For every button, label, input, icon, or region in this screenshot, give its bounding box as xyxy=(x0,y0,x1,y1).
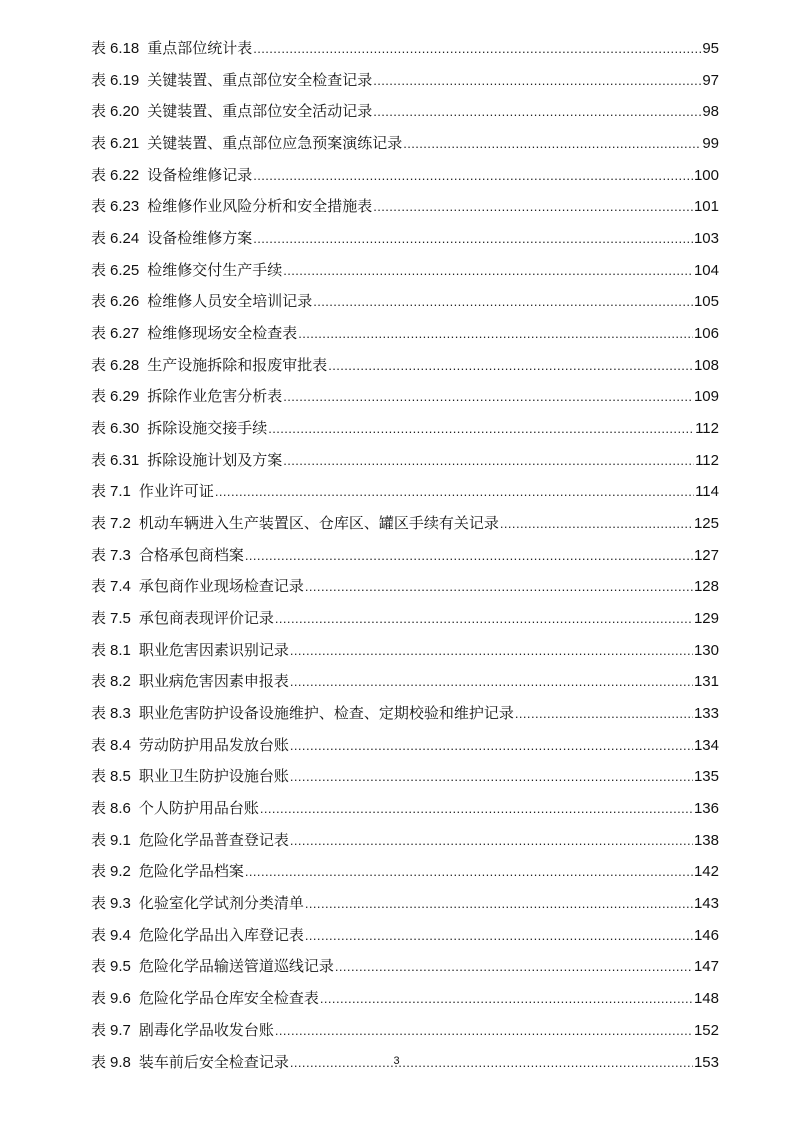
toc-entry-title: 装车前后安全检查记录 xyxy=(138,1053,289,1071)
toc-entry-number xyxy=(91,418,139,440)
toc-entry-num: 6.19 xyxy=(110,71,140,89)
toc-entry-number xyxy=(91,38,139,60)
toc-entry-title: 危险化学品出入库登记表 xyxy=(138,926,304,944)
toc-entry-prefix: 表 xyxy=(91,135,107,153)
toc-entry-page: 147 xyxy=(693,958,719,976)
toc-entry-prefix: 表 xyxy=(91,926,107,944)
toc-entry-number xyxy=(91,925,131,947)
dot-leader xyxy=(373,196,693,218)
toc-entry[interactable] xyxy=(91,38,719,70)
toc-entry-page: 100 xyxy=(693,166,719,184)
toc-entry-number xyxy=(91,70,139,92)
toc-entry-number xyxy=(91,830,131,852)
toc-entry[interactable] xyxy=(91,608,719,640)
dot-leader xyxy=(320,988,693,1010)
toc-entry[interactable] xyxy=(91,1020,719,1052)
toc-entry-page: 101 xyxy=(693,198,719,216)
toc-entry-num: 9.8 xyxy=(110,1053,131,1071)
toc-entry-page: 108 xyxy=(693,356,719,374)
toc-entry-title: 关键装置、重点部位应急预案演练记录 xyxy=(147,135,403,153)
toc-entry-prefix: 表 xyxy=(91,103,107,121)
toc-entry-prefix: 表 xyxy=(91,356,107,374)
toc-entry-number xyxy=(91,481,131,503)
toc-entry-page: 129 xyxy=(693,610,719,628)
toc-entry-number xyxy=(91,291,139,313)
dot-leader xyxy=(290,640,693,662)
toc-entry-page: 138 xyxy=(693,831,719,849)
toc-entry[interactable] xyxy=(91,798,719,830)
dot-leader xyxy=(268,418,694,440)
toc-entry-title: 设备检维修方案 xyxy=(147,230,253,248)
toc-entry-page: 104 xyxy=(693,261,719,279)
toc-entry-title: 生产设施拆除和报废审批表 xyxy=(147,356,328,374)
toc-entry[interactable] xyxy=(91,323,719,355)
toc-entry-number xyxy=(91,101,139,123)
toc-entry-title: 承包商作业现场检查记录 xyxy=(138,578,304,596)
toc-entry-page: 152 xyxy=(693,1021,719,1039)
toc-entry[interactable] xyxy=(91,830,719,862)
toc-entry-prefix: 表 xyxy=(91,261,107,279)
toc-entry-title: 重点部位统计表 xyxy=(147,40,253,57)
toc-entry[interactable] xyxy=(91,228,719,260)
toc-entry-page: 148 xyxy=(693,990,719,1008)
toc-entry-num: 7.2 xyxy=(110,515,131,533)
toc-entry-title: 检维修现场安全检查表 xyxy=(147,325,298,343)
toc-entry[interactable] xyxy=(91,481,719,513)
toc-entry-num: 9.3 xyxy=(110,895,131,913)
toc-entry-page: 112 xyxy=(695,420,719,438)
toc-entry-num: 6.21 xyxy=(110,135,140,153)
toc-entry-prefix: 表 xyxy=(91,388,107,406)
toc-entry-number xyxy=(91,956,131,978)
toc-entry[interactable] xyxy=(91,576,719,608)
toc-entry[interactable] xyxy=(91,355,719,387)
toc-entry-title: 检维修作业风险分析和安全措施表 xyxy=(147,198,373,216)
toc-entry-number xyxy=(91,513,131,535)
toc-entry-prefix: 表 xyxy=(91,546,107,564)
toc-entry-number xyxy=(91,608,131,630)
toc-entry-prefix: 表 xyxy=(91,673,107,691)
dot-leader xyxy=(373,101,701,123)
toc-entry-num: 7.1 xyxy=(110,483,131,501)
toc-entry-num: 6.18 xyxy=(110,40,140,57)
toc-entry-title: 作业许可证 xyxy=(138,483,214,501)
toc-entry-prefix: 表 xyxy=(91,515,107,533)
toc-entry-number xyxy=(91,861,131,883)
toc-entry-page: 128 xyxy=(693,578,719,596)
dot-leader xyxy=(215,481,694,503)
toc-entry-prefix: 表 xyxy=(91,325,107,343)
toc-entry-num: 6.31 xyxy=(110,451,140,469)
toc-entry-page: 135 xyxy=(693,768,719,786)
toc-entry-number xyxy=(91,735,131,757)
toc-entry-page: 143 xyxy=(693,895,719,913)
toc-entry-prefix: 表 xyxy=(91,40,107,57)
toc-entry-prefix: 表 xyxy=(91,705,107,723)
dot-leader xyxy=(335,956,693,978)
dot-leader xyxy=(290,671,693,693)
dot-leader xyxy=(305,925,693,947)
toc-entry-title: 职业危害因素识别记录 xyxy=(138,641,289,659)
toc-entry-number xyxy=(91,1020,131,1042)
dot-leader xyxy=(290,766,693,788)
toc-entry-num: 6.25 xyxy=(110,261,140,279)
toc-entry-title: 职业卫生防护设施台账 xyxy=(138,768,289,786)
toc-entry-num: 8.1 xyxy=(110,641,131,659)
toc-entry-title: 拆除作业危害分析表 xyxy=(147,388,283,406)
toc-entry-page: 134 xyxy=(693,736,719,754)
dot-leader xyxy=(275,1020,693,1042)
toc-entry-title: 危险化学品输送管道巡线记录 xyxy=(138,958,334,976)
toc-entry-prefix: 表 xyxy=(91,1021,107,1039)
dot-leader xyxy=(328,355,693,377)
toc-entry-num: 8.3 xyxy=(110,705,131,723)
toc-entry-title: 职业危害防护设备设施维护、检查、定期校验和维护记录 xyxy=(138,705,514,723)
toc-entry[interactable] xyxy=(91,703,719,735)
dot-leader xyxy=(253,228,693,250)
dot-leader xyxy=(500,513,693,535)
toc-entry[interactable] xyxy=(91,988,719,1020)
toc-entry-prefix: 表 xyxy=(91,1053,107,1071)
toc-entry[interactable] xyxy=(91,956,719,988)
toc-entry-number xyxy=(91,545,131,567)
toc-entry-prefix: 表 xyxy=(91,831,107,849)
toc-entry-num: 8.2 xyxy=(110,673,131,691)
toc-entry-number xyxy=(91,798,131,820)
toc-entry-prefix: 表 xyxy=(91,958,107,976)
toc-entry-number xyxy=(91,988,131,1010)
toc-entry-title: 化验室化学试剂分类清单 xyxy=(138,895,304,913)
toc-entry-page: 97 xyxy=(702,71,719,89)
toc-entry-page: 130 xyxy=(693,641,719,659)
toc-entry-num: 7.5 xyxy=(110,610,131,628)
toc-entry-page: 112 xyxy=(695,451,719,469)
toc-entry[interactable] xyxy=(91,671,719,703)
toc-entry-num: 9.5 xyxy=(110,958,131,976)
toc-entry-number xyxy=(91,703,131,725)
toc-entry[interactable] xyxy=(91,196,719,228)
toc-entry-page: 153 xyxy=(693,1053,719,1071)
toc-entry-number xyxy=(91,196,139,218)
toc-entry-number xyxy=(91,165,139,187)
toc-entry-page: 99 xyxy=(702,135,719,153)
toc-entry[interactable] xyxy=(91,545,719,577)
dot-leader xyxy=(253,165,693,187)
toc-entry-num: 6.28 xyxy=(110,356,140,374)
toc-entry-num: 6.27 xyxy=(110,325,140,343)
dot-leader xyxy=(260,798,693,820)
toc-entry-num: 6.26 xyxy=(110,293,140,311)
toc-entry-title: 检维修人员安全培训记录 xyxy=(147,293,313,311)
toc-entry[interactable] xyxy=(91,165,719,197)
toc-entry-number xyxy=(91,450,139,472)
dot-leader xyxy=(305,893,693,915)
toc-entry-number xyxy=(91,355,139,377)
dot-leader xyxy=(283,260,693,282)
toc-entry-num: 9.2 xyxy=(110,863,131,881)
toc-entry[interactable] xyxy=(91,418,719,450)
toc-entry-num: 9.4 xyxy=(110,926,131,944)
toc-entry-title: 合格承包商档案 xyxy=(138,546,244,564)
dot-leader xyxy=(275,608,693,630)
dot-leader xyxy=(298,323,693,345)
toc-entry-prefix: 表 xyxy=(91,863,107,881)
toc-entry-num: 6.24 xyxy=(110,230,140,248)
toc-entry[interactable] xyxy=(91,893,719,925)
toc-entry-page: 114 xyxy=(695,483,719,501)
toc-entry[interactable] xyxy=(91,861,719,893)
toc-entry-num: 9.7 xyxy=(110,1021,131,1039)
toc-entry-title: 设备检维修记录 xyxy=(147,166,253,184)
toc-entry-num: 8.6 xyxy=(110,800,131,818)
toc-entry-title: 关键装置、重点部位安全活动记录 xyxy=(147,103,373,121)
toc-entry[interactable] xyxy=(91,513,719,545)
toc-entry-title: 检维修交付生产手续 xyxy=(147,261,283,279)
toc-entry-number xyxy=(91,766,131,788)
toc-entry-num: 9.6 xyxy=(110,990,131,1008)
toc-entry-prefix: 表 xyxy=(91,578,107,596)
toc-entry-prefix: 表 xyxy=(91,768,107,786)
toc-entry-prefix: 表 xyxy=(91,800,107,818)
toc-entry[interactable] xyxy=(91,450,719,482)
toc-entry-title: 关键装置、重点部位安全检查记录 xyxy=(147,71,373,89)
toc-entry-prefix: 表 xyxy=(91,483,107,501)
toc-entry-page: 106 xyxy=(693,325,719,343)
toc-entry-title: 职业病危害因素申报表 xyxy=(138,673,289,691)
toc-entry-prefix: 表 xyxy=(91,420,107,438)
toc-entry-number xyxy=(91,323,139,345)
toc-entry-prefix: 表 xyxy=(91,610,107,628)
toc-entry-prefix: 表 xyxy=(91,451,107,469)
toc-entry[interactable] xyxy=(91,640,719,672)
toc-entry-prefix: 表 xyxy=(91,71,107,89)
toc-entry-title: 拆除设施计划及方案 xyxy=(147,451,283,469)
toc-entry-prefix: 表 xyxy=(91,293,107,311)
dot-leader xyxy=(403,133,701,155)
dot-leader xyxy=(283,386,693,408)
dot-leader xyxy=(290,830,693,852)
table-of-contents xyxy=(91,38,719,1083)
toc-entry-number xyxy=(91,386,139,408)
toc-entry-title: 拆除设施交接手续 xyxy=(147,420,268,438)
toc-entry-num: 7.3 xyxy=(110,546,131,564)
toc-entry-title: 劳动防护用品发放台账 xyxy=(138,736,289,754)
toc-entry-number xyxy=(91,228,139,250)
toc-entry-prefix: 表 xyxy=(91,736,107,754)
toc-entry-num: 6.29 xyxy=(110,388,140,406)
toc-entry-page: 105 xyxy=(693,293,719,311)
dot-leader xyxy=(373,70,701,92)
dot-leader xyxy=(290,735,693,757)
toc-entry[interactable] xyxy=(91,766,719,798)
toc-entry-page: 133 xyxy=(693,705,719,723)
toc-entry-page: 95 xyxy=(702,40,719,57)
toc-entry-page: 131 xyxy=(693,673,719,691)
toc-entry-title: 机动车辆进入生产装置区、仓库区、罐区手续有关记录 xyxy=(138,515,499,533)
toc-entry[interactable] xyxy=(91,260,719,292)
dot-leader xyxy=(253,38,701,60)
toc-entry-page: 125 xyxy=(693,515,719,533)
dot-leader xyxy=(245,861,693,883)
toc-entry-num: 8.4 xyxy=(110,736,131,754)
toc-entry-prefix: 表 xyxy=(91,990,107,1008)
toc-entry-prefix: 表 xyxy=(91,895,107,913)
toc-entry-prefix: 表 xyxy=(91,198,107,216)
toc-entry-title: 危险化学品普查登记表 xyxy=(138,831,289,849)
toc-entry-page: 136 xyxy=(693,800,719,818)
toc-entry-number xyxy=(91,133,139,155)
toc-entry-title: 承包商表现评价记录 xyxy=(138,610,274,628)
toc-entry-num: 6.30 xyxy=(110,420,140,438)
toc-entry-page: 103 xyxy=(693,230,719,248)
toc-entry-title: 危险化学品仓库安全检查表 xyxy=(138,990,319,1008)
dot-leader xyxy=(313,291,693,313)
toc-entry-title: 危险化学品档案 xyxy=(138,863,244,881)
toc-entry-number xyxy=(91,893,131,915)
toc-entry-page: 142 xyxy=(693,863,719,881)
toc-entry-num: 7.4 xyxy=(110,578,131,596)
toc-entry-title: 剧毒化学品收发台账 xyxy=(138,1021,274,1039)
toc-entry-title: 个人防护用品台账 xyxy=(138,800,259,818)
toc-entry-page: 127 xyxy=(693,546,719,564)
toc-entry-page: 146 xyxy=(693,926,719,944)
toc-entry[interactable] xyxy=(91,101,719,133)
dot-leader xyxy=(305,576,693,598)
toc-entry[interactable] xyxy=(91,70,719,102)
toc-entry[interactable] xyxy=(91,133,719,165)
toc-entry[interactable] xyxy=(91,386,719,418)
toc-entry-num: 6.23 xyxy=(110,198,140,216)
toc-entry-prefix: 表 xyxy=(91,230,107,248)
toc-entry-number xyxy=(91,671,131,693)
toc-entry[interactable] xyxy=(91,291,719,323)
toc-entry-number xyxy=(91,640,131,662)
toc-entry-num: 6.20 xyxy=(110,103,140,121)
toc-entry-num: 8.5 xyxy=(110,768,131,786)
toc-entry-prefix: 表 xyxy=(91,641,107,659)
toc-entry[interactable] xyxy=(91,735,719,767)
dot-leader xyxy=(245,545,693,567)
dot-leader xyxy=(283,450,694,472)
toc-entry-page: 98 xyxy=(702,103,719,121)
toc-entry-number xyxy=(91,260,139,282)
dot-leader xyxy=(515,703,693,725)
toc-entry-num: 6.22 xyxy=(110,166,140,184)
toc-entry-num: 9.1 xyxy=(110,831,131,849)
toc-entry-page: 109 xyxy=(693,388,719,406)
toc-entry-number xyxy=(91,576,131,598)
page-number: 3 xyxy=(393,1055,400,1067)
toc-entry[interactable] xyxy=(91,925,719,957)
toc-entry-prefix: 表 xyxy=(91,166,107,184)
